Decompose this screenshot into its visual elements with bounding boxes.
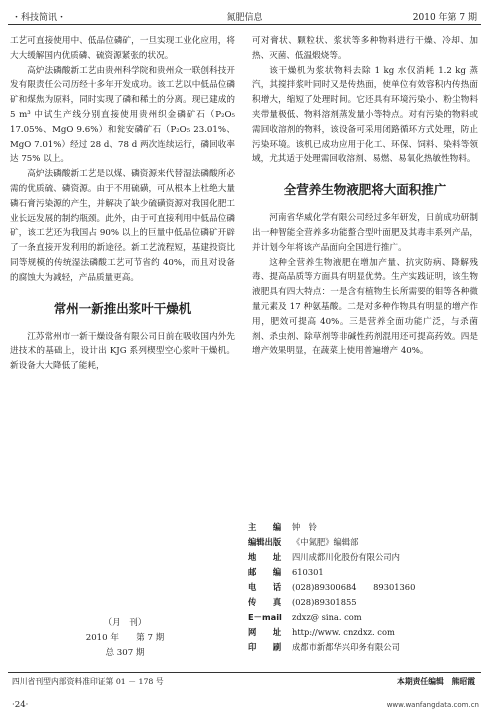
- masthead: [248, 520, 480, 655]
- masthead-key: 电 话: [248, 582, 282, 592]
- publication-total-issue: 总 307 期: [105, 648, 145, 658]
- header-journal-name: 氮肥信息: [226, 13, 263, 23]
- masthead-row: [248, 520, 480, 535]
- masthead-value: 钟 铃: [292, 522, 317, 532]
- masthead-key: E－mail: [248, 612, 282, 622]
- page-number: ·24·: [12, 700, 29, 710]
- masthead-row: [248, 610, 480, 625]
- publication-issue: 2010 年 第 7 期: [85, 633, 165, 643]
- header-issue: 2010 年第 7 期: [412, 13, 477, 23]
- footer-divider: [8, 672, 481, 673]
- masthead-row: [248, 535, 480, 550]
- masthead-key: 印 刷: [248, 642, 282, 652]
- masthead-key: 传 真: [248, 597, 282, 607]
- header-section-label: ・科技简讯・: [12, 13, 67, 23]
- masthead-value: 《中氮肥》编辑部: [292, 537, 359, 547]
- masthead-key: 邮 编: [248, 567, 282, 577]
- masthead-row: [248, 565, 480, 580]
- masthead-row: [248, 625, 480, 640]
- masthead-key: 编辑出版: [248, 537, 282, 547]
- masthead-row: [248, 550, 480, 565]
- right-column: [252, 34, 478, 359]
- masthead-key: 网 址: [248, 627, 282, 637]
- left-column: [10, 34, 235, 374]
- masthead-key: 地 址: [248, 552, 282, 562]
- masthead-row: [248, 580, 480, 595]
- article3-paragraph: 河南省华威化学有限公司经过多年研发，日前成功研制出一种智能全营养多功能螯合型叶面肥及其毒丰系列产品，并计划今年将该产品面向全国进行推广。: [252, 213, 478, 253]
- masthead-value: http://www. cnzdxz. com: [292, 627, 395, 637]
- article3-paragraph: 这种全营养生物液肥在增加产量、抗灾防病、降解残毒、提高品质等方面具有明显优势。生产实践证明，该生物液肥具有四大特点：一是含有植物生长所需要的钼等各种微量元素及 17 种氨基酸。二是对多种作物具有明显的增产作用，肥效可提高 40%。三是营养全面功能广泛，与杀菌剂、杀虫剂、除草剂等非碱性药剂混用还可提高药效。四是增产效果明显，在蔬菜上使用普遍增产 40%。: [252, 257, 478, 357]
- masthead-value: (028)89300684 89301360: [292, 582, 416, 592]
- masthead-value: (028)89301855: [292, 597, 357, 607]
- article1-paragraph: 高炉法磷酸新工艺由贵州科学院和贵州众一联创科技开发有限责任公司历经十多年开发成功。该工艺以中低品位磷矿和煤焦为原料，同时实现了磷和稀土的分离。现已建成的 5 m³ 中试生产线分别直接使用贵州织金磷矿石（P₂O₅ 17.05%、MgO 9.6%）和瓮安磷矿石（P₂O₅ 23.01%、MgO 7.01%）经过 28 d、78 d 两次连续运行，磷回收率达 75% 以上。: [10, 65, 235, 165]
- masthead-row: [248, 640, 480, 655]
- article-title: 全营养生物液肥将大面积推广: [283, 182, 447, 198]
- article2-paragraph: 该干燥机为浆状物料去除 1 kg 水仅消耗 1.2 kg 蒸汽，其搅拌浆叶同时又是传热面，使单位有效容积内传热面积增大，缩短了处理时间。它还具有环境污染小、粉尘物料夹带量极低、物料溶剂蒸发量小等特点。对有污染的物料或需回收溶剂的物料，该设备可采用闭路循环方式处理，防止污染环境。该机已成功应用于化工、环保、饲料、染料等领域，尤其适于处理需回收溶剂、易燃、易氧化热敏性物料。: [252, 65, 478, 165]
- masthead-row: [248, 595, 480, 610]
- masthead-value: 四川成都川化股份有限公司内: [292, 552, 400, 562]
- article1-paragraph: 高炉法磷酸新工艺是以煤、磷资源来代替湿法磷酸所必需的优质硫、磷资源。由于不用硫磺，可从根本上杜绝大量磷石膏污染源的产生，并解决了缺少硫磺资源对我国化肥工业长远发展的制约瓶颈。此外，由于可直接利用中低品位磷矿，该工艺还为我国占 90% 以上的巨量中低品位磷矿开辟了一条直接开发利用的新途径。新工艺流程短，基建投资比同等规模的传统湿法磷酸工艺可节省约 40%，而且对设备的腐蚀大为减轻，产品质量更高。: [10, 169, 235, 283]
- article2-paragraph: 江苏常州市一新干燥设备有限公司日前在吸收国内外先进技术的基础上，设计出 KJG 系列楔型空心浆叶干燥机。新设备大大降低了能耗，: [10, 331, 235, 372]
- running-header: [8, 6, 481, 25]
- watermark: www.wanfangdata.com.cn: [386, 701, 479, 709]
- footer-permit: 四川省刊型内部资料准印证第 01 － 178 号: [12, 677, 164, 686]
- article-title: 常州一新推出浆叶干燥机: [53, 300, 192, 316]
- publication-info: [70, 616, 180, 661]
- article2-paragraph: 可对膏状、颗粒状、浆状等多种物料进行干燥、冷却、加热、灭菌、低温煅烧等。: [252, 36, 478, 61]
- masthead-value: zdxz@ sina. com: [292, 612, 362, 622]
- article1-paragraph: 工艺可直接使用中、低品位磷矿，一旦实现工业化应用，将大大缓解国内优质磷、硫资源紧张的状况。: [10, 36, 235, 61]
- footer-editor: 本期责任编辑 熊昭霞: [397, 677, 475, 686]
- publication-frequency: （月 刊）: [103, 618, 147, 628]
- masthead-value: 610301: [292, 567, 324, 577]
- masthead-value: 成都市新都华兴印务有限公司: [292, 642, 400, 652]
- masthead-key: 主 编: [248, 522, 282, 532]
